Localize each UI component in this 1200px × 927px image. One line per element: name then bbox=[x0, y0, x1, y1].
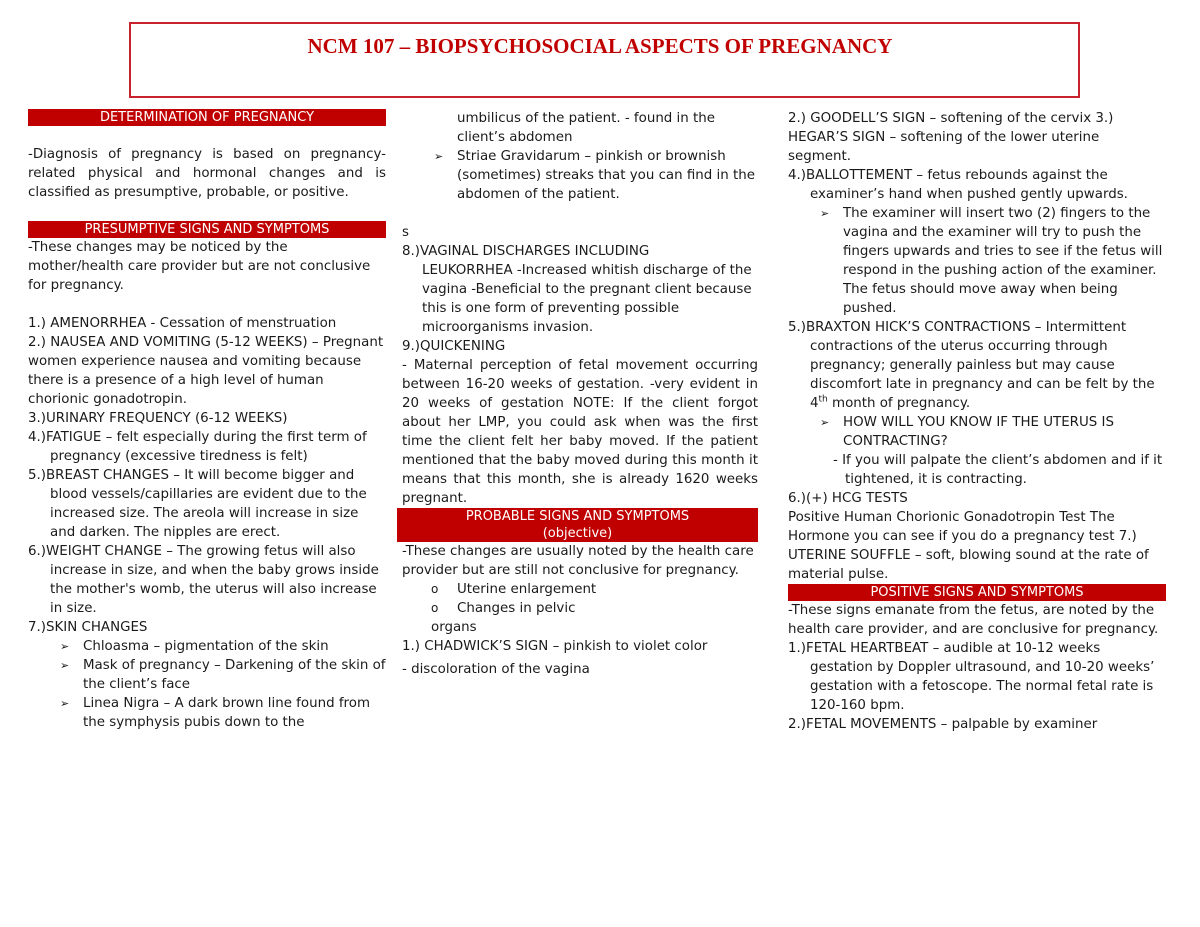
bullet-continuation: umbilicus of the patient. - found in the client’s abdomen bbox=[457, 111, 715, 145]
bullet-item: ➢ Chloasma – pigmentation of the skin bbox=[60, 639, 329, 654]
list-item-body: LEUKORRHEA -Increased whitish discharge of the vagina -Beneficial to the pregnant client because this is one form of preventing possible microorganisms invasion. bbox=[422, 263, 752, 335]
arrow-bullet-icon: ➢ bbox=[820, 207, 830, 220]
list-item: 2.)FETAL MOVEMENTS – palpable by examiner bbox=[788, 717, 1098, 732]
list-item-body: - Maternal perception of fetal movement occurring between 16-20 weeks of gestation. -very evident in 20 weeks of gestation NOTE: If the client forgot about her LMP, you could ask when was the first time the client felt her baby moved. If the patient mentioned that the baby moved during this month it means that this month, she is already 1620 weeks pregnant. bbox=[402, 358, 758, 506]
stray-character: s bbox=[402, 225, 409, 240]
list-item: 4.)FATIGUE – felt especially during the first term of pregnancy (excessive tiredness is felt) bbox=[28, 430, 367, 464]
bullet-item: o Uterine enlargement bbox=[431, 582, 597, 597]
column-left bbox=[28, 109, 386, 732]
positive-text: -These signs emanate from the fetus, are noted by the health care provider, and are conclusive for pregnancy. bbox=[788, 603, 1159, 637]
arrow-bullet-icon: ➢ bbox=[820, 416, 830, 429]
list-item: 6.)(+) HCG TESTS bbox=[788, 491, 908, 506]
bullet-item: ➢ Striae Gravidarum – pinkish or brownish (sometimes) streaks that you can find in the abdomen of the patient. bbox=[434, 149, 755, 202]
bullet-item: o Changes in pelvic bbox=[431, 601, 576, 616]
arrow-bullet-icon: ➢ bbox=[60, 659, 70, 672]
list-item: 7.)SKIN CHANGES bbox=[28, 620, 148, 635]
arrow-bullet-icon: ➢ bbox=[434, 150, 444, 163]
circle-bullet-icon: o bbox=[431, 582, 439, 596]
determination-text: -Diagnosis of pregnancy is based on pregnancy-related physical and hormonal changes and is classified as presumptive, probable, or positive. bbox=[28, 147, 386, 200]
list-item-body: - discoloration of the vagina bbox=[402, 662, 590, 677]
page-title: NCM 107 – BIOPSYCHOSOCIAL ASPECTS OF PREGNANCY bbox=[307, 34, 893, 58]
list-item: 9.)QUICKENING bbox=[402, 339, 506, 354]
presumptive-text: -These changes may be noticed by the mother/health care provider but are not conclusive for pregnancy. bbox=[28, 240, 371, 293]
list-item: 2.) GOODELL’S SIGN – softening of the cervix 3.) HEGAR’S SIGN – softening of the lower uterine segment. bbox=[788, 111, 1114, 164]
list-item: 2.) NAUSEA AND VOMITING (5-12 WEEKS) – Pregnant women experience nausea and vomiting because there is a presence of a high level of human chorionic gonadotropin. bbox=[28, 335, 384, 407]
probable-text: -These changes are usually noted by the health care provider but are still not conclusive for pregnancy. bbox=[402, 544, 754, 578]
bullet-item: ➢ Mask of pregnancy – Darkening of the skin of the client’s face bbox=[60, 658, 386, 692]
column-right bbox=[788, 109, 1166, 734]
section-heading-probable: PROBABLE SIGNS AND SYMPTOMS (objective) bbox=[397, 508, 758, 542]
section-heading-positive: POSITIVE SIGNS AND SYMPTOMS bbox=[788, 584, 1166, 601]
list-item: 3.)URINARY FREQUENCY (6-12 WEEKS) bbox=[28, 411, 288, 426]
bullet-continuation: organs bbox=[431, 620, 477, 635]
bullet-item: ➢ Linea Nigra – A dark brown line found from the symphysis pubis down to the bbox=[60, 696, 370, 730]
list-item: 6.)WEIGHT CHANGE – The growing fetus will also increase in size, and when the baby grows inside the mother's womb, the uterus will also increase in size. bbox=[28, 544, 379, 616]
bullet-item: ➢ HOW WILL YOU KNOW IF THE UTERUS IS CONTRACTING? bbox=[820, 415, 1114, 449]
list-item: 4.)BALLOTTEMENT – fetus rebounds against the examiner’s hand when pushed gently upwards. bbox=[788, 168, 1128, 202]
list-item: 5.)BRAXTON HICK’S CONTRACTIONS – Intermittent contractions of the uterus occurring through pregnancy; generally painless but may cause discomfort late in pregnancy and can be felt by the 4th month of pregnancy. bbox=[788, 320, 1155, 411]
bullet-item: ➢ The examiner will insert two (2) fingers to the vagina and the examiner will try to push the fingers upwards and tries to see if the fetus will respond in the pushing action of the examiner. The fetus should move away when being pushed. bbox=[820, 206, 1163, 316]
column-middle bbox=[402, 109, 758, 679]
list-item: 1.) AMENORRHEA - Cessation of menstruation bbox=[28, 316, 337, 331]
list-item: 5.)BREAST CHANGES – It will become bigger and blood vessels/capillaries are evident due to the increased size. The areola will increase in size and darken. The nipples are erect. bbox=[28, 468, 367, 540]
list-item: 1.) CHADWICK’S SIGN – pinkish to violet color bbox=[402, 639, 708, 654]
arrow-bullet-icon: ➢ bbox=[60, 640, 70, 653]
circle-bullet-icon: o bbox=[431, 601, 439, 615]
section-heading-presumptive: PRESUMPTIVE SIGNS AND SYMPTOMS bbox=[28, 221, 386, 238]
list-item: 1.)FETAL HEARTBEAT – audible at 10-12 weeks gestation by Doppler ultrasound, and 10-20 weeks’ gestation with a fetoscope. The normal fetal rate is 120-160 bpm. bbox=[788, 641, 1155, 713]
section-heading-determination: DETERMINATION OF PREGNANCY bbox=[28, 109, 386, 126]
list-item-body: Positive Human Chorionic Gonadotropin Test The Hormone you can see if you do a pregnancy test 7.) UTERINE SOUFFLE – soft, blowing sound at the rate of material pulse. bbox=[788, 510, 1149, 582]
list-item-body: - If you will palpate the client’s abdomen and if it tightened, it is contracting. bbox=[833, 453, 1163, 487]
arrow-bullet-icon: ➢ bbox=[60, 697, 70, 710]
list-item: 8.)VAGINAL DISCHARGES INCLUDING bbox=[402, 244, 650, 259]
